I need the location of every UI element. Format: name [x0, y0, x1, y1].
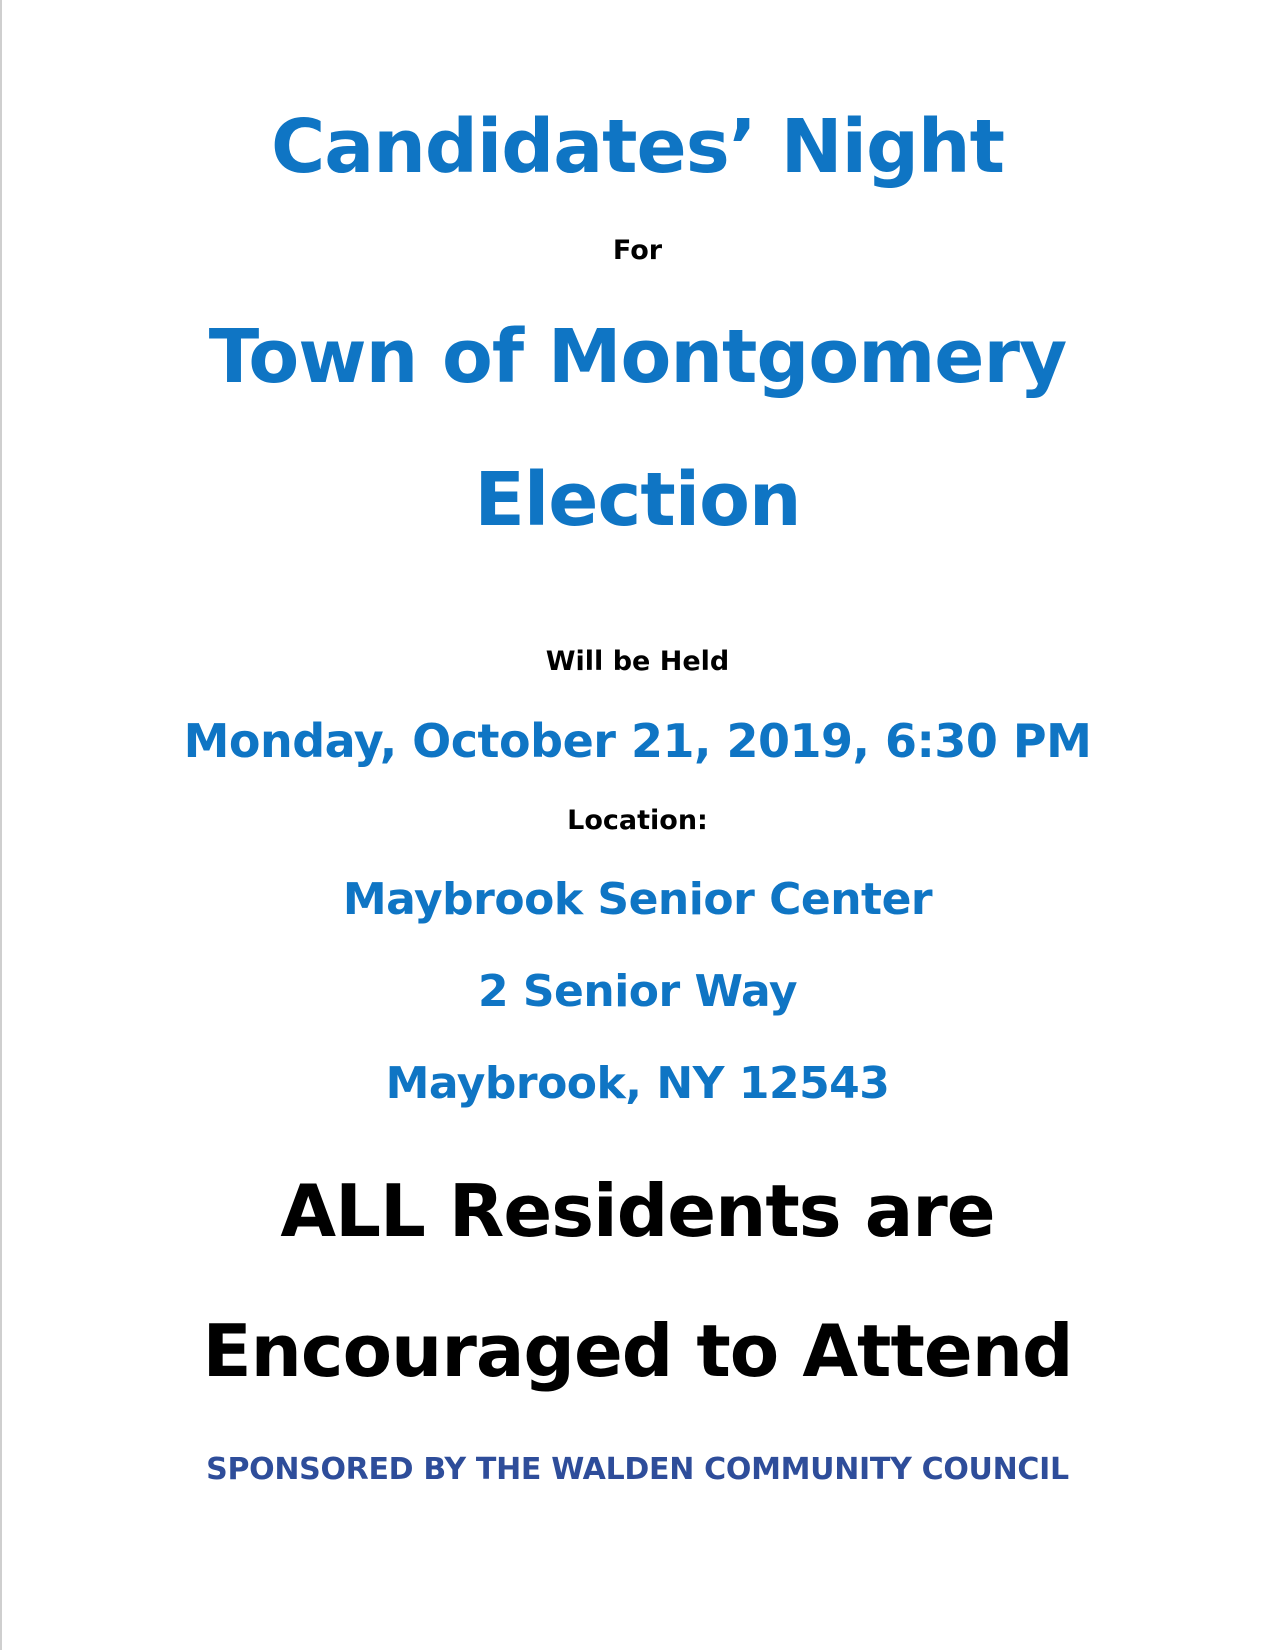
venue-city: Maybrook, NY 12543 — [385, 1058, 890, 1109]
venue-street: 2 Senior Way — [477, 966, 798, 1017]
venue-name: Maybrook Senior Center — [342, 874, 933, 925]
invite-line-1: ALL Residents are — [280, 1169, 995, 1253]
flyer-title: Candidates’ Night — [271, 104, 1004, 190]
town-name: Town of Montgomery — [208, 314, 1067, 400]
sponsor-line: SPONSORED BY THE WALDEN COMMUNITY COUNCIL — [206, 1452, 1069, 1487]
election-label: Election — [474, 457, 801, 543]
location-label: Location: — [567, 805, 708, 836]
for-label: For — [612, 235, 663, 266]
event-date-time: Monday, October 21, 2019, 6:30 PM — [183, 714, 1092, 768]
invite-line-2: Encouraged to Attend — [202, 1309, 1073, 1393]
will-be-held-label: Will be Held — [545, 646, 730, 677]
